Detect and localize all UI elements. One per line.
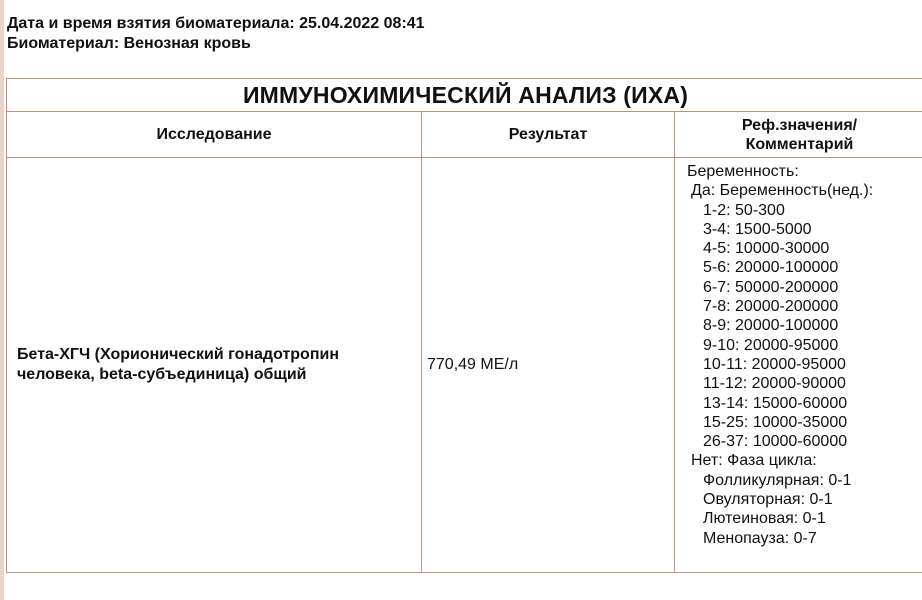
ref-cycle-phase: Лютеиновая: 0-1 <box>703 510 826 528</box>
column-header-result: Результат <box>422 112 675 158</box>
ref-week-range: 10-11: 20000-95000 <box>703 355 846 373</box>
ref-week-range: 8-9: 20000-100000 <box>703 317 839 335</box>
ref-pregnancy-label: Беременность: <box>687 163 799 180</box>
ref-pregnancy-yes: Да: Беременность(нед.): <box>691 182 874 200</box>
sample-datetime: Дата и время взятия биоматериала: 25.04.2022 08:41 <box>7 15 425 32</box>
ref-week-range: 13-14: 15000-60000 <box>703 394 848 412</box>
table-title: ИММУНОХИМИЧЕСКИЙ АНАЛИЗ (ИХА) <box>7 79 922 112</box>
ref-week-range: 6-7: 50000-200000 <box>703 278 839 296</box>
ref-week-range: 4-5: 10000-30000 <box>703 240 830 258</box>
page-edge <box>0 0 4 600</box>
test-name-line2: человека, beta-субъединица) общий <box>17 366 307 383</box>
sample-info <box>7 14 425 54</box>
ref-cycle-phase: Фолликулярная: 0-1 <box>703 471 852 489</box>
test-name <box>7 158 422 573</box>
ref-cycle-phase: Овуляторная: 0-1 <box>703 491 833 509</box>
test-name-line1: Бета-ХГЧ (Хорионический гонадотропин <box>17 346 339 363</box>
column-header-reference <box>675 112 922 158</box>
column-header-reference-line2: Комментарий <box>745 135 854 153</box>
ref-week-range: 3-4: 1500-5000 <box>703 220 812 238</box>
ref-week-range: 11-12: 20000-90000 <box>703 375 846 393</box>
ref-week-range: 7-8: 20000-200000 <box>703 298 839 316</box>
test-result: 770,49 МЕ/л <box>422 158 675 573</box>
column-header-test: Исследование <box>7 112 422 158</box>
ref-cycle-phase: Менопауза: 0-7 <box>703 529 817 547</box>
ref-week-range: 9-10: 20000-95000 <box>703 336 839 354</box>
ref-week-range: 1-2: 50-300 <box>703 201 785 219</box>
ref-week-range: 26-37: 10000-60000 <box>703 433 848 451</box>
ref-week-range: 5-6: 20000-100000 <box>703 259 839 277</box>
results-table <box>6 78 922 573</box>
ref-pregnancy-no: Нет: Фаза цикла: <box>691 452 817 470</box>
ref-week-range: 15-25: 10000-35000 <box>703 413 848 431</box>
table-row <box>7 158 922 573</box>
biomaterial: Биоматериал: Венозная кровь <box>7 35 251 52</box>
reference-values <box>675 158 922 573</box>
column-header-reference-line1: Реф.значения/ <box>741 116 858 134</box>
